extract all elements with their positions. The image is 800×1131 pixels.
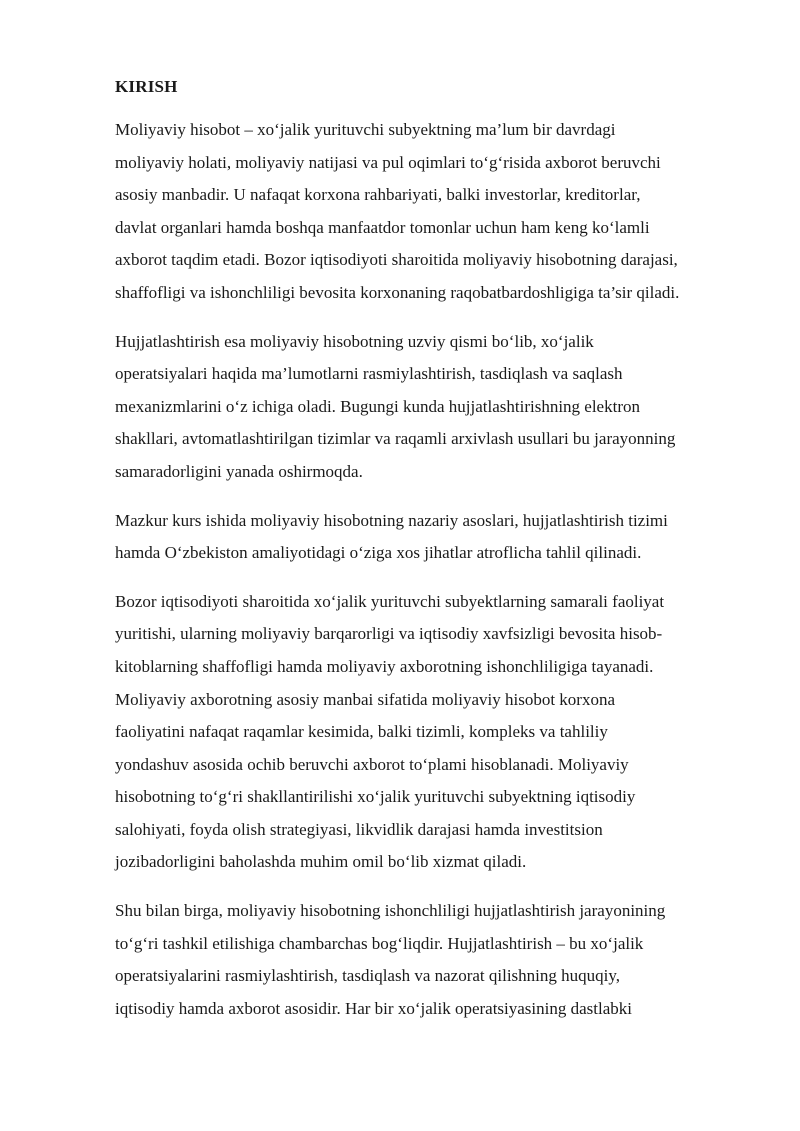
text-line: Hujjatlashtirish esa moliyaviy hisobotning uzviy qismi bo‘lib, xo‘jalik <box>115 331 594 351</box>
paragraph <box>115 505 745 570</box>
text-line: Moliyaviy axborotning asosiy manbai sifatida moliyaviy hisobot korxona <box>115 689 616 709</box>
paragraph <box>115 895 745 1025</box>
text-line: to‘g‘ri tashkil etilishiga chambarchas bog‘liqdir. Hujjatlashtirish – bu xo‘jalik <box>115 933 644 953</box>
text-line: kitoblarning shaffofligi hamda moliyaviy axborotning ishonchliligiga tayanadi. <box>115 656 654 676</box>
text-line: salohiyati, foyda olish strategiyasi, likvidlik darajasi hamda investitsion <box>115 819 603 839</box>
text-line: moliyaviy holati, moliyaviy natijasi va pul oqimlari to‘g‘risida axborot beruvchi <box>115 152 661 172</box>
text-line: yondashuv asosida ochib beruvchi axborot to‘plami hisoblanadi. Moliyaviy <box>115 754 629 774</box>
text-line: hisobotning to‘g‘ri shakllantirilishi xo‘jalik yurituvchi subyektning iqtisodiy <box>115 787 636 807</box>
section-heading: KIRISH <box>115 77 178 96</box>
text-line: hamda O‘zbekiston amaliyotidagi o‘ziga xos jihatlar atroflicha tahlil qilinadi. <box>115 543 642 563</box>
text-line: operatsiyalarini rasmiylashtirish, tasdiqlash va nazorat qilishning huquqiy, <box>115 966 621 986</box>
document-body <box>115 72 745 1041</box>
text-line: shakllari, avtomatlashtirilgan tizimlar va raqamli arxivlash usullari bu jarayonning <box>115 429 676 449</box>
text-line: iqtisodiy hamda axborot asosidir. Har bir xo‘jalik operatsiyasining dastlabki <box>115 998 632 1018</box>
text-line: yuritishi, ularning moliyaviy barqarorligi va iqtisodiy xavfsizligi bevosita hisob- <box>115 624 663 644</box>
text-line: faoliyatini nafaqat raqamlar kesimida, balki tizimli, kompleks va tahliliy <box>115 722 608 742</box>
text-line: jozibadorligini baholashda muhim omil bo‘lib xizmat qiladi. <box>115 852 527 872</box>
text-line: Moliyaviy hisobot – xo‘jalik yurituvchi subyektning ma’lum bir davrdagi <box>115 120 616 139</box>
text-line: Mazkur kurs ishida moliyaviy hisobotning nazariy asoslari, hujjatlashtirish tizimi <box>115 510 668 530</box>
text-line: Shu bilan birga, moliyaviy hisobotning ishonchliligi hujjatlashtirish jarayonining <box>115 901 666 921</box>
text-line: axborot taqdim etadi. Bozor iqtisodiyoti sharoitida moliyaviy hisobotning darajasi, <box>115 250 678 270</box>
text-line: mexanizmlarini o‘z ichiga oladi. Bugungi kunda hujjatlashtirishning elektron <box>115 396 640 416</box>
text-line: Bozor iqtisodiyoti sharoitida xo‘jalik yurituvchi subyektlarning samarali faoliyat <box>115 591 665 611</box>
text-line: samaradorligini yanada oshirmoqda. <box>115 461 363 481</box>
text-line: asosiy manbadir. U nafaqat korxona rahbariyati, balki investorlar, kreditorlar, <box>115 185 641 205</box>
paragraph <box>115 326 745 489</box>
paragraph <box>115 586 745 879</box>
text-line: operatsiyalari haqida ma’lumotlarni rasmiylashtirish, tasdiqlash va saqlash <box>115 364 623 384</box>
text-line: davlat organlari hamda boshqa manfaatdor tomonlar uchun ham keng ko‘lamli <box>115 217 650 237</box>
text-line: shaffofligi va ishonchliligi bevosita korxonaning raqobatbardoshligiga ta’sir qiladi. <box>115 282 680 302</box>
paragraph <box>115 114 745 310</box>
